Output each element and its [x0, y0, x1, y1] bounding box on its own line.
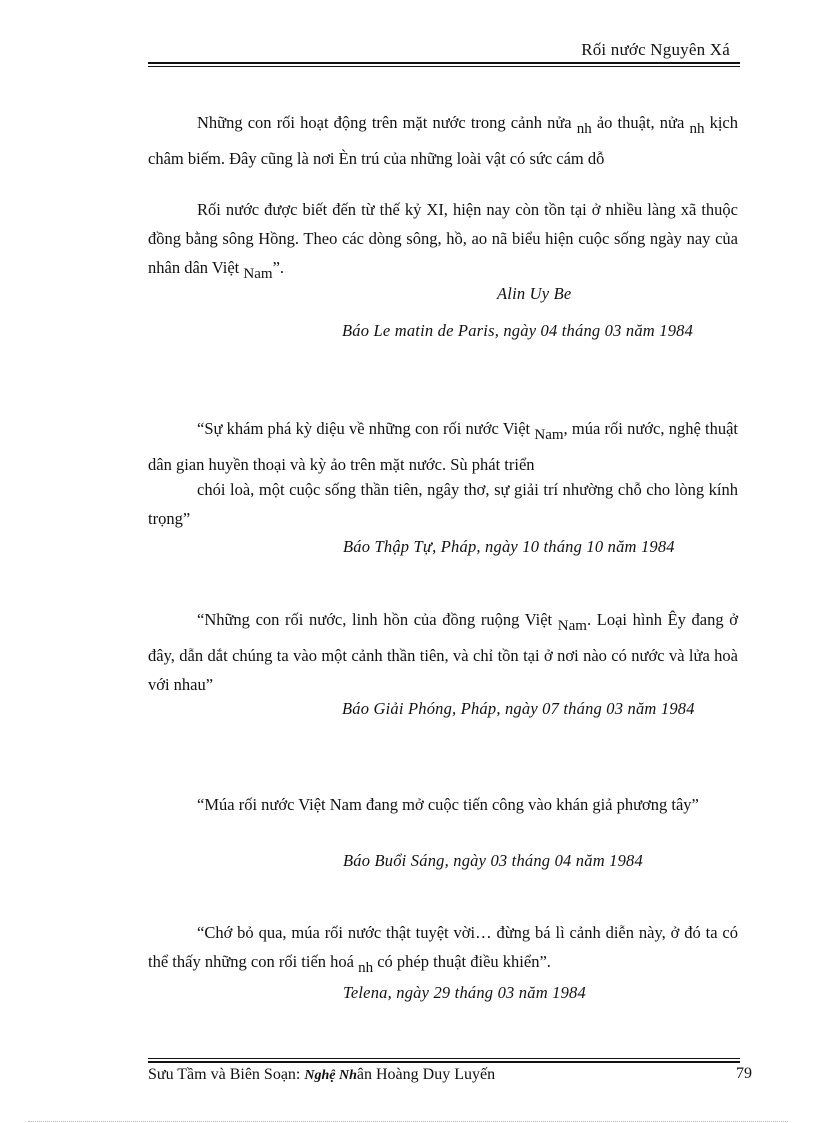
- page-bottom-dotted-border: [28, 1121, 788, 1122]
- quote2-paragraph2: chói loà, một cuộc sống thần tiên, ngây thơ, sự giải trí nhường chỗ cho lòng kính trọng”: [148, 480, 738, 528]
- quote4-paragraph1: “Múa rối nước Việt Nam đang mở cuộc tiến công vào khán giả phương tây”: [197, 795, 699, 814]
- footer-credit: Sưu Tầm và Biên Soạn: Nghệ Nhân Hoàng Duy Luyến: [148, 1066, 496, 1083]
- footer-rule-thick: [148, 1061, 740, 1063]
- quote3-source: Báo Giải Phóng, Pháp, ngày 07 tháng 03 năm 1984: [342, 699, 695, 718]
- footer-signature: Nghệ Nh: [304, 1068, 357, 1083]
- quote2-paragraph1: “Sự khám phá kỳ diệu về những con rối nước Việt Nam, múa rối nước, nghệ thuật dân gian huyền thoại và kỳ ảo trên mặt nước. Sù phát triển: [148, 419, 738, 474]
- quote5-paragraph1: “Chớ bỏ qua, múa rối nước thật tuyệt vời… đừng bá lì cảnh diễn này, ở đó ta có thể thấy những con rối tiến hoá nh có phép thuật điều khiển”.: [148, 923, 738, 976]
- quote1-paragraph2: Rối nước được biết đến từ thế kỷ XI, hiện nay còn tồn tại ở nhiều làng xã thuộc đồng bằng sông Hồng. Theo các dòng sông, hồ, ao nã biểu hiện cuộc sống ngày nay của nhân dân Việt Nam”.: [148, 200, 738, 282]
- quote1-paragraph1: Những con rối hoạt động trên mặt nước trong cảnh nửa nh ảo thuật, nửa nh kịch châm biếm. Đây cũng là nơi Èn trú của những loài vật có sức cám dỗ: [148, 113, 738, 168]
- quote1-author: Alin Uy Be: [497, 284, 572, 303]
- header-title: Rối nước Nguyên Xá: [581, 40, 730, 59]
- header-rule-thin: [148, 66, 740, 67]
- page-number: 79: [736, 1065, 752, 1082]
- quote3-paragraph1: “Những con rối nước, linh hồn của đồng ruộng Việt Nam. Loại hình Êy đang ở đây, dẫn dắt chúng ta vào một cảnh thần tiên, và chỉ tồn tại ở nơi nào có nước và lửa hoà với nhau”: [148, 610, 738, 694]
- footer-rule-thin: [148, 1058, 740, 1059]
- header-rule-thick: [148, 62, 740, 64]
- quote4-source: Báo Buổi Sáng, ngày 03 tháng 04 năm 1984: [343, 851, 643, 870]
- quote1-source: Báo Le matin de Paris, ngày 04 tháng 03 năm 1984: [342, 321, 694, 340]
- quote2-source: Báo Thập Tự, Pháp, ngày 10 tháng 10 năm 1984: [343, 537, 675, 556]
- quote5-source: Telena, ngày 29 tháng 03 năm 1984: [343, 983, 586, 1002]
